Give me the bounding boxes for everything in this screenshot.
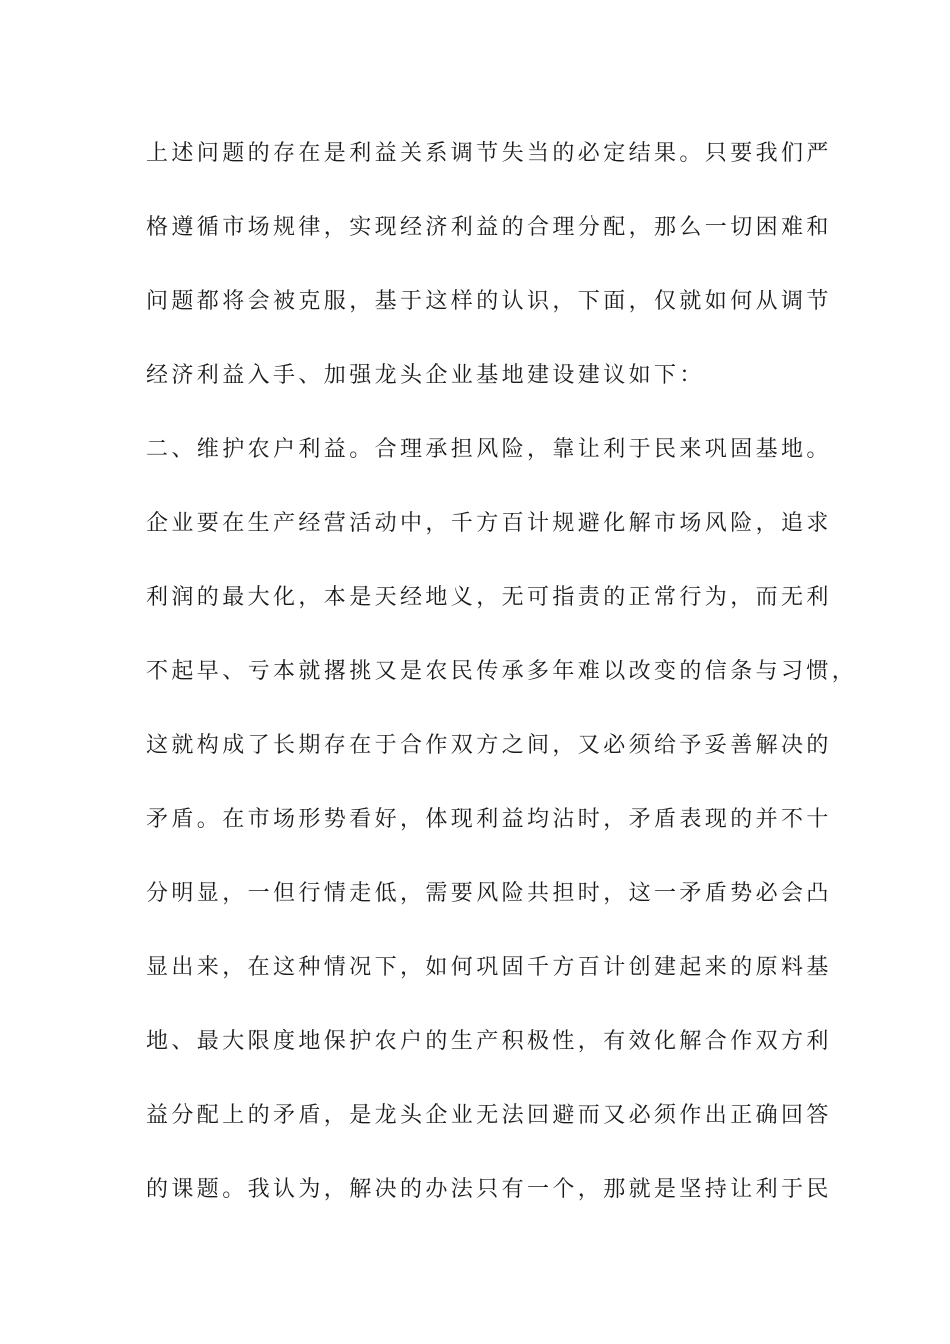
text-line: 经济利益入手、加强龙头企业基地建设建议如下： — [146, 363, 705, 388]
text-line: 利润的最大化，本是天经地义，无可指责的正常行为，而无利 — [146, 585, 832, 610]
text-line: 显出来，在这种情况下，如何巩固千方百计创建起来的原料基 — [146, 955, 832, 980]
text-line: 不起早、亏本就撂挑又是农民传承多年难以改变的信条与习惯， — [146, 659, 858, 684]
text-line: 益分配上的矛盾，是龙头企业无法回避而又必须作出正确回答 — [146, 1103, 832, 1128]
text-line: 问题都将会被克服，基于这样的认识，下面，仅就如何从调节 — [146, 289, 832, 314]
text-line: 这就构成了长期存在于合作双方之间，又必须给予妥善解决的 — [146, 733, 832, 758]
text-line: 企业要在生产经营活动中，千方百计规避化解市场风险，追求 — [146, 511, 832, 536]
text-line: 分明显，一但行情走低，需要风险共担时，这一矛盾势必会凸 — [146, 881, 832, 906]
text-line: 地、最大限度地保护农户的生产积极性，有效化解合作双方利 — [146, 1029, 832, 1054]
section-heading-line: 二、维护农户利益。合理承担风险，靠让利于民来巩固基地。 — [146, 437, 832, 462]
text-line: 的课题。我认为，解决的办法只有一个，那就是坚持让利于民 — [146, 1177, 832, 1202]
text-line: 矛盾。在市场形势看好，体现利益均沾时，矛盾表现的并不十 — [146, 807, 832, 832]
text-line: 上述问题的存在是利益关系调节失当的必定结果。只要我们严 — [146, 141, 832, 166]
text-line: 格遵循市场规律，实现经济利益的合理分配，那么一切困难和 — [146, 215, 832, 240]
